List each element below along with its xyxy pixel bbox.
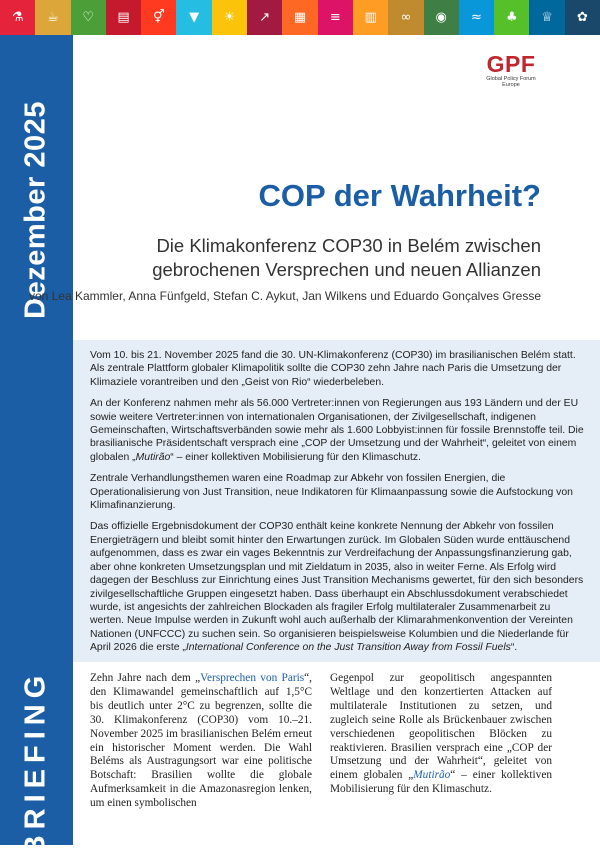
gpf-logo — [480, 52, 542, 104]
equality-icon: ≡ — [318, 0, 353, 35]
heartbeat-icon: ♡ — [71, 0, 106, 35]
book-icon: ▤ — [106, 0, 141, 35]
logo-subtitle: Global Policy Forum — [486, 76, 536, 82]
link-versprechen-von-paris[interactable]: Versprechen von Paris — [200, 672, 305, 684]
body-column-left: Zehn Jahre nach dem „Versprechen von Paris“, den Klimawandel gemeinschaftlich auf 1,5°C bis deutlich unter 2°C zu begrenzen, sollte die 30. Klimakonferenz (COP30) vom 10.–21. November 2025 im brasilianischen Belém erneut ein historischer Moment werden. Die Wahl Beléms als Austragungsort war eine politische Botschaft: Brasilien wollte die globale Aufmerksamkeit in die Amazonasregion lenken, um einen symbolischen — [90, 672, 312, 810]
abstract-paragraph-1: Vom 10. bis 21. November 2025 fand die 30. UN-Klimakonferenz (COP30) im brasilianischen Belém statt. Als zentrale Plattform globaler Klimapolitik sollte die COP30 zehn Jahre nach Paris die Umsetzung der Klimaziele vorantreiben und den „Geist von Rio“ wiederbeleben. — [90, 350, 576, 388]
city-icon: ▥ — [353, 0, 388, 35]
page-subtitle: Die Klimakonferenz COP30 in Belém zwischen gebrochenen Versprechen und neuen Allianzen — [152, 235, 541, 280]
growth-chart-icon: ↗ — [247, 0, 282, 35]
water-drop-icon: ▼ — [176, 0, 211, 35]
side-strip — [0, 35, 73, 856]
sdg-icon-bar — [0, 0, 600, 35]
body-columns — [90, 672, 552, 811]
cubes-icon: ▦ — [282, 0, 317, 35]
tree-icon: ♣ — [494, 0, 529, 35]
gender-icon: ⚥ — [141, 0, 176, 35]
globe-eye-icon: ◉ — [424, 0, 459, 35]
people-icon: ⚗ — [0, 0, 35, 35]
dove-icon: ♕ — [529, 0, 564, 35]
issue-date: Dezember 2025 — [19, 101, 52, 319]
logo-subtitle-2: Europe — [502, 82, 520, 88]
abstract-box — [73, 340, 600, 662]
abstract-paragraph-4: Das offizielle Ergebnisdokument der COP30 enthält keine konkrete Nennung der Abkehr von fossilen Energieträgern und bleibt somit hinter den Erwartungen zurück. Im Globalen Süden wurde enttäuschend aufgenommen, dass es zwar ein vages Bekenntnis zur Verdreifachung der Anpassungsfinanzierung gab, aber ohne konkreten Umsetzungsplan und mit Zieldatum in 2035, also in weiter Ferne. Als Erfolg wird dagegen der Beschluss zur Einrichtung eines Just Transition Mechanisms gewertet, für den sich besonders zivilgesellschaftliche Gruppen eingesetzt haben. Dass überhaupt ein Abschlussdokument verabschiedet wurde, ist angesichts der zahlreichen Blockaden als fragiler Erfolg multilateraler Zusammenarbeit zu werten. Neue Impulse werden in Zukunft wohl auch außerhalb der Klimarahmenkonvention der Vereinten Nationen (UNFCCC) zu suchen sein. So organisieren beispielsweise Kolumbien und die Niederlande für April 2026 die erste „International Conference on the Just Transition Away from Fossil Fuels“. — [90, 521, 584, 654]
page-title: COP der Wahrheit? — [258, 178, 541, 213]
abstract-paragraph-2: An der Konferenz nahmen mehr als 56.000 Vertreter:innen von Regierungen aus 193 Ländern und der EU sowie weitere Vertreter:innen von internationalen Organisationen, der Zivilgesellschaft, indigenen Gemeinschaften, Wirtschaftsverbänden sowie mehr als 1.600 Lobbyist:innen für fossile Brennstoffe teil. Die brasilianische Präsidentschaft versprach eine „COP der Umsetzung und der Wahrheit“, geleitet von einem globalen „Mutirão“ – einer kollektiven Mobilisierung für den Klimaschutz. — [90, 398, 584, 463]
author-line: von Lea Kammler, Anna Fünfgeld, Stefan C. Aykut, Jan Wilkens und Eduardo Gonçalves Gresse — [28, 289, 541, 303]
bowl-icon: ☕ — [35, 0, 70, 35]
logo-wordmark: GPF — [486, 51, 536, 77]
abstract-paragraph-3: Zentrale Verhandlungsthemen waren eine Roadmap zur Abkehr von fossilen Energien, die Operationalisierung von Just Transition, neue Indikatoren für Klimaanpassung sowie die Aufstockung von Klimafinanzierung. — [90, 473, 573, 512]
infinity-icon: ∞ — [388, 0, 423, 35]
body-column-right: Gegenpol zur geopolitisch angespannten Weltlage und den konzertierten Attacken auf multilaterale Institutionen zu setzen, und zugleich seine Rolle als Brückenbauer zwischen verschiedenen geopolitischen Blöcken zu reaktivieren. Brasilien versprach eine „COP der Umsetzung und der Wahrheit“, geleitet von einem globalen „Mutirão“ – einer kollektiven Mobilisierung für den Klimaschutz. — [330, 672, 552, 796]
publication-type: BRIEFING — [19, 669, 52, 856]
flower-icon: ✿ — [565, 0, 600, 35]
fish-icon: ≈ — [459, 0, 494, 35]
sun-icon: ☀ — [212, 0, 247, 35]
link-mutirao[interactable]: Mutirão — [413, 769, 451, 782]
